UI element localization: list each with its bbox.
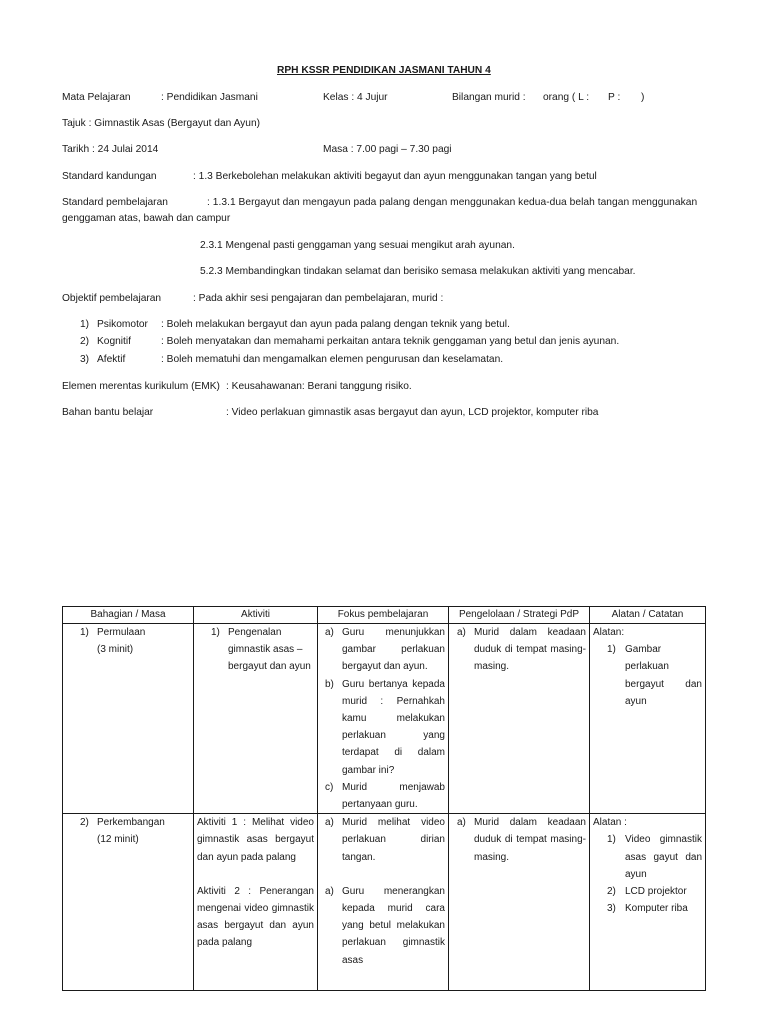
pengelolaan-cell xyxy=(449,624,590,814)
pengelolaan-text: Murid dalam keadaan duduk di tempat masing-masing. xyxy=(474,817,586,863)
bilangan-label: Bilangan murid : xyxy=(452,92,526,103)
emk-label: Elemen merentas kurikulum (EMK) xyxy=(62,381,220,392)
bilangan-p: P : xyxy=(608,92,621,103)
alatan-cell xyxy=(590,814,706,991)
bahan-label: Bahan bantu belajar xyxy=(62,407,154,418)
objektif-item-num: 2) xyxy=(80,336,90,347)
bahagian-num: 2) xyxy=(80,817,89,829)
aktiviti-cell xyxy=(194,814,318,991)
objektif-item-num: 1) xyxy=(80,319,90,330)
fokus-cell xyxy=(318,814,449,991)
alatan-text: LCD projektor xyxy=(625,886,687,898)
aktiviti-num: 1) xyxy=(211,627,220,638)
standard-pembelajaran-line1: : 1.3.1 Bergayut dan mengayun pada palang dengan menggunakan kedua-dua belah tangan menggunakan xyxy=(207,197,698,208)
alatan-text: Gambar perlakuan bergayut dan ayun xyxy=(625,644,702,707)
alatan-num: 1) xyxy=(607,644,616,656)
aktiviti-cell xyxy=(194,624,318,814)
objektif-item-text: : Boleh mematuhi dan mengamalkan elemen pengurusan dan keselamatan. xyxy=(161,354,504,365)
fokus-text: Murid menjawab pertanyaan guru. xyxy=(342,781,445,811)
standard-pembelajaran-line2: genggaman atas, bawah dan campur xyxy=(62,213,231,224)
bahagian-masa: (3 minit) xyxy=(97,644,134,656)
objektif-item-name: Afektif xyxy=(97,354,126,365)
aktiviti-text: Pengenalan gimnastik asas – bergayut dan ayun xyxy=(228,627,311,673)
bilangan-close: ) xyxy=(641,92,645,103)
objektif-item-name: Psikomotor xyxy=(97,319,148,330)
alatan-label: Alatan : xyxy=(593,817,627,829)
bahagian-name: Perkembangan xyxy=(97,817,165,829)
pengelolaan-num: a) xyxy=(457,817,466,829)
header-bahagian: Bahagian / Masa xyxy=(63,607,194,624)
tajuk: Tajuk : Gimnastik Asas (Bergayut dan Ayun) xyxy=(62,118,260,129)
objektif-item-name: Kognitif xyxy=(97,336,131,347)
standard-kandungan-label: Standard kandungan xyxy=(62,171,157,182)
masa: Masa : 7.00 pagi – 7.30 pagi xyxy=(323,144,452,155)
header-aktiviti: Aktiviti xyxy=(194,607,318,624)
pengelolaan-num: a) xyxy=(457,627,466,638)
bilangan-value: orang ( L : xyxy=(543,92,590,103)
page-title: RPH KSSR PENDIDIKAN JASMANI TAHUN 4 xyxy=(277,65,491,76)
header-pengelolaan: Pengelolaan / Strategi PdP xyxy=(449,607,590,624)
table-header-row xyxy=(63,607,706,624)
fokus-text: Guru menerangkan kepada murid cara yang betul melakukan perlakuan gimnastik asas xyxy=(342,885,445,966)
fokus-num: a) xyxy=(325,817,334,829)
header-alatan: Alatan / Catatan xyxy=(590,607,706,624)
fokus-text: Guru bertanya kepada murid : Pernahkah kamu melakukan perlakuan yang terdapat di dalam gambar ini? xyxy=(342,678,445,776)
fokus-num: c) xyxy=(325,781,334,793)
standard-kandungan-value: : 1.3 Berkebolehan melakukan aktiviti begayut dan ayun menggunakan tangan yang betul xyxy=(193,171,597,182)
aktiviti-1: Aktiviti 1 : Melihat video gimnastik asas bergayut dan ayun pada palang xyxy=(197,817,314,863)
kelas: Kelas : 4 Jujur xyxy=(323,92,388,103)
fokus-num: a) xyxy=(325,627,334,638)
bahagian-name: Permulaan xyxy=(97,627,146,638)
standard-pembelajaran-item3: 5.2.3 Membandingkan tindakan selamat dan berisiko semasa melakukan aktiviti yang mencabar. xyxy=(200,266,636,277)
table-row xyxy=(63,814,706,991)
pengelolaan-cell xyxy=(449,814,590,991)
alatan-num: 2) xyxy=(607,886,616,898)
fokus-num: b) xyxy=(325,678,334,690)
objektif-item-num: 3) xyxy=(80,354,90,365)
objektif-item-text: : Boleh menyatakan dan memahami perkaitan antara teknik genggaman yang betul dan jenis ayunan. xyxy=(161,336,620,347)
aktiviti-2: Aktiviti 2 : Penerangan mengenai video gimnastik asas bergayut dan ayun pada palang xyxy=(197,885,314,949)
alatan-num: 3) xyxy=(607,903,616,915)
mata-pelajaran-value: : Pendidikan Jasmani xyxy=(161,92,258,103)
alatan-text: Komputer riba xyxy=(625,903,688,915)
objektif-item-text: : Boleh melakukan bergayut dan ayun pada palang dengan teknik yang betul. xyxy=(161,319,510,330)
fokus-text: Murid melihat video perlakuan dirian tangan. xyxy=(342,817,445,863)
bahagian-num: 1) xyxy=(80,627,89,638)
fokus-text: Guru menunjukkan gambar perlakuan bergayut dan ayun. xyxy=(342,627,445,673)
pengelolaan-text: Murid dalam keadaan duduk di tempat masing-masing. xyxy=(474,627,586,673)
alatan-label: Alatan: xyxy=(593,627,625,638)
standard-pembelajaran-item2: 2.3.1 Mengenal pasti genggaman yang sesuai mengikut arah ayunan. xyxy=(200,240,515,251)
emk-value: : Keusahawanan: Berani tanggung risiko. xyxy=(226,381,412,392)
tarikh: Tarikh : 24 Julai 2014 xyxy=(62,144,159,155)
objektif-label: Objektif pembelajaran xyxy=(62,293,162,304)
fokus-cell xyxy=(318,624,449,814)
bahan-value: : Video perlakuan gimnastik asas bergayut dan ayun, LCD projektor, komputer riba xyxy=(226,407,599,418)
table-row xyxy=(63,624,706,814)
alatan-num: 1) xyxy=(607,834,616,846)
mata-pelajaran-label: Mata Pelajaran xyxy=(62,92,131,103)
lesson-table xyxy=(62,606,706,991)
standard-pembelajaran-label: Standard pembelajaran xyxy=(62,197,168,208)
header-fokus: Fokus pembelajaran xyxy=(318,607,449,624)
bahagian-cell xyxy=(63,624,194,814)
bahagian-cell xyxy=(63,814,194,991)
alatan-text: Video gimnastik asas gayut dan ayun xyxy=(625,834,702,880)
fokus-num: a) xyxy=(325,885,334,897)
objektif-value: : Pada akhir sesi pengajaran dan pembelajaran, murid : xyxy=(193,293,444,304)
alatan-cell xyxy=(590,624,706,814)
bahagian-masa: (12 minit) xyxy=(97,834,139,846)
